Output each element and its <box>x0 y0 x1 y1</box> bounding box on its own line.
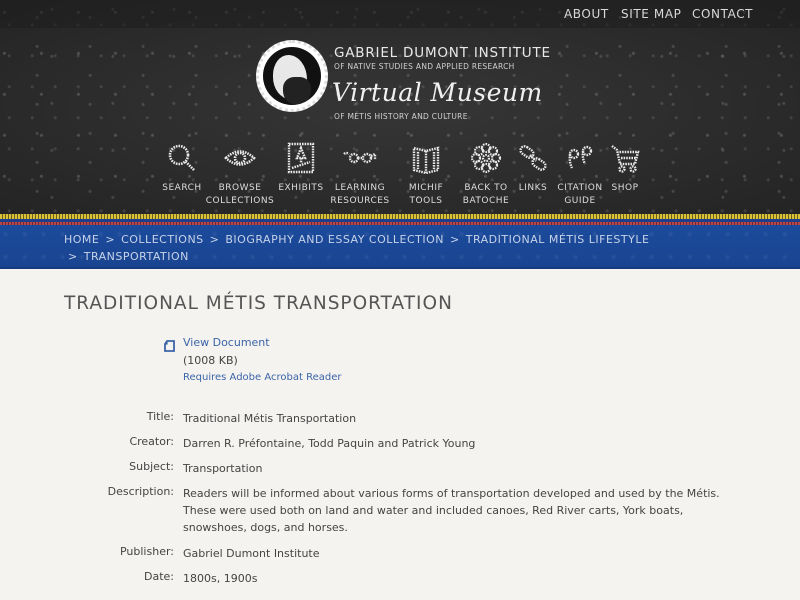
portrait-icon <box>263 47 321 105</box>
main-nav <box>0 142 800 212</box>
nav-citation-label-2: GUIDE <box>564 196 596 206</box>
view-document-link[interactable]: View Document <box>183 336 270 349</box>
breadcrumb-home[interactable]: HOME <box>64 233 100 246</box>
book-icon <box>411 142 441 174</box>
document-size: (1008 KB) <box>183 354 238 367</box>
page-title: TRADITIONAL MÉTIS TRANSPORTATION <box>64 293 453 314</box>
top-nav-site-map[interactable]: SITE MAP <box>621 7 682 21</box>
nav-batoche-label-1: BACK TO <box>464 183 508 193</box>
nav-links[interactable] <box>514 142 552 195</box>
chain-link-icon <box>517 142 549 174</box>
metadata-label: Date: <box>144 570 174 583</box>
nav-browse-label-1: BROWSE <box>218 183 262 193</box>
metadata-value: Transportation <box>183 462 263 475</box>
metadata-value: Traditional Métis Transportation <box>183 412 357 425</box>
eye-icon <box>223 142 257 174</box>
nav-shop[interactable] <box>608 142 642 195</box>
document-icon[interactable] <box>164 340 175 352</box>
nav-search[interactable] <box>160 142 204 195</box>
metadata-value: 1800s, 1900s <box>183 572 258 585</box>
nav-back-to-batoche[interactable] <box>460 142 512 208</box>
metadata-value: Readers will be informed about various forms of transportation developed and used by the Métis. These were used both on land and water and included canoes, Red River carts, York boats, snowshoes, dogs, and horses. <box>183 487 720 534</box>
nav-learning-label-1: LEARNING <box>334 183 386 193</box>
metadata-label: Title: <box>146 410 174 423</box>
institute-logo[interactable] <box>256 40 328 112</box>
breadcrumb-transportation[interactable]: TRANSPORTATION <box>83 250 189 263</box>
top-nav <box>0 0 800 28</box>
nav-shop-label: SHOP <box>611 183 639 193</box>
nav-batoche-label-2: BATOCHE <box>462 196 510 206</box>
breadcrumb <box>0 225 800 269</box>
metadata-label: Subject: <box>129 460 174 473</box>
nav-links-label: LINKS <box>518 183 548 193</box>
metadata-label: Description: <box>107 485 174 498</box>
nav-search-label: SEARCH <box>162 183 202 193</box>
breadcrumb-separator: > <box>450 233 460 246</box>
nav-michif-label-2: TOOLS <box>409 196 443 206</box>
museum-subtitle: OF MÉTIS HISTORY AND CULTURE <box>334 112 468 121</box>
top-nav-about[interactable]: ABOUT <box>564 7 609 21</box>
flower-icon <box>470 142 502 174</box>
breadcrumb-separator: > <box>105 233 116 246</box>
breadcrumb-separator: > <box>68 250 78 263</box>
top-nav-contact[interactable]: CONTACT <box>692 7 754 21</box>
nav-michif-tools[interactable] <box>404 142 448 208</box>
nav-learning-label-2: RESOURCES <box>330 196 390 206</box>
metadata-label: Creator: <box>129 435 174 448</box>
nav-exhibits-label: EXHIBITS <box>278 183 324 193</box>
cart-icon <box>610 142 640 174</box>
breadcrumb-metis-lifestyle[interactable]: TRADITIONAL MÉTIS LIFESTYLE <box>465 233 650 246</box>
metadata-value: Darren R. Préfontaine, Todd Paquin and Patrick Young <box>183 437 476 450</box>
nav-browse-label-2: COLLECTIONS <box>205 196 275 206</box>
breadcrumb-trail <box>64 231 664 265</box>
acrobat-reader-link[interactable]: Requires Adobe Acrobat Reader <box>183 372 342 383</box>
metadata-value: Gabriel Dumont Institute <box>183 547 320 560</box>
breadcrumb-separator: > <box>209 233 220 246</box>
glasses-icon <box>342 142 378 174</box>
search-icon <box>166 142 198 174</box>
site-header <box>0 0 800 214</box>
nav-citation-label-1: CITATION <box>557 183 603 193</box>
metadata-label: Publisher: <box>119 545 174 558</box>
picture-frame-icon <box>286 142 316 174</box>
breadcrumb-collections[interactable]: COLLECTIONS <box>121 233 204 246</box>
breadcrumb-biography-essay[interactable]: BIOGRAPHY AND ESSAY COLLECTION <box>225 233 444 246</box>
nav-learning-resources[interactable] <box>328 142 392 208</box>
nav-michif-label-1: MICHIF <box>408 183 444 193</box>
org-name: GABRIEL DUMONT INSTITUTE <box>334 45 551 61</box>
quote-icon <box>565 142 595 174</box>
nav-browse-collections[interactable] <box>205 142 275 208</box>
museum-title[interactable]: Virtual Museum <box>332 78 543 107</box>
org-subtitle: OF NATIVE STUDIES AND APPLIED RESEARCH <box>334 62 515 71</box>
nav-exhibits[interactable] <box>278 142 324 195</box>
nav-citation-guide[interactable] <box>556 142 604 208</box>
